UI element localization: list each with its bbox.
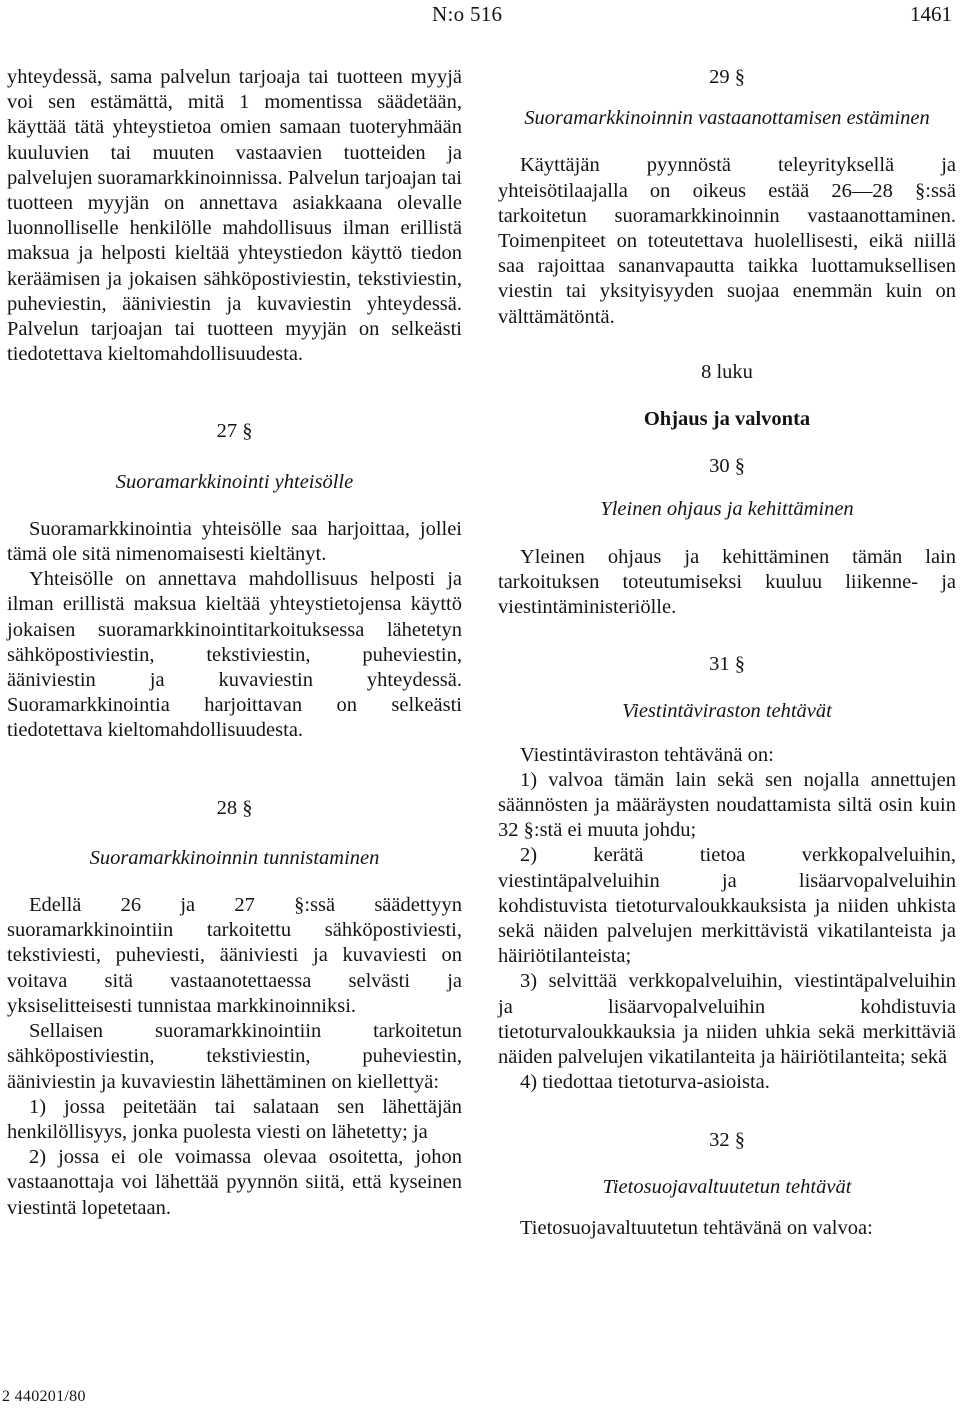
section-32-paragraph-1: Tietosuojavaltuutetun tehtävänä on valvoa: — [520, 1216, 873, 1239]
continued-paragraph: yhteydessä, sama palvelun tarjoaja tai tuotteen myyjä voi sen estämättä, mitä 1 momentissa säädetään, käyttää tätä yhteystietoa omien samaan tuoteryhmään kuuluvien tai muuten vastaavien tuotteiden ja palvelujen suoramarkkinoinnissa. Palvelun tarjoajan tai tuotteen myyjän on annettava asiakkaana olevalle luonnolliselle henkilölle mahdollisuus ilman erillistä maksua ja helposti kieltää yhteystiedon käyttö tiedon keräämisen ja jokaisen sähköpostiviestin, tekstiviestin, puheviestin, ääniviestin ja kuvaviestin yhteydessä. Palvelun tarjoajan tai tuotteen myyjän on selkeästi tiedotettava kieltomahdollisuudesta. — [7, 66, 462, 366]
section-29-heading: Suoramarkkinoinnin vastaanottamisen estäminen — [524, 107, 930, 130]
section-28-paragraph-1: Edellä 26 ja 27 §:ssä säädettyyn suoramarkkinointiin tarkoitettu sähköpostiviesti, tekstiviesti, puheviesti, ääniviesti ja kuvaviesti on voitava sitä vastaanotettaessa selvästi ja yksiselitteisesti tunnistaa markkinoinniksi. — [7, 894, 462, 1017]
section-27-number: 27 § — [216, 420, 253, 443]
print-reference: 2 440201/80 — [2, 1388, 86, 1405]
chapter-number: 8 luku — [701, 360, 753, 383]
section-31-item-4: 4) tiedottaa tietoturva-asioista. — [520, 1071, 770, 1094]
statute-number: N:o 516 — [432, 2, 503, 26]
section-32-number: 32 § — [709, 1128, 745, 1151]
section-31-number: 31 § — [709, 653, 745, 676]
section-31-paragraph-1: Viestintäviraston tehtävänä on: — [520, 743, 774, 766]
section-31-item-1: 1) valvoa tämän lain sekä sen nojalla annettujen säännösten ja määräysten noudattamista siltä osin kuin 32 §:stä ei muuta johdu; — [498, 768, 956, 842]
section-31-item-3: 3) selvittää verkkopalveluihin, viestintäpalveluihin ja lisäarvopalveluihin kohdistuvia tietoturvaloukkauksia ja niiden uhkia sekä merkittäviä näiden palvelujen vikatilanteita ja häiriötilanteita; sekä — [498, 970, 956, 1069]
page-number: 1461 — [910, 2, 952, 26]
section-28-number: 28 § — [216, 796, 253, 819]
section-30-paragraph-1: Yleinen ohjaus ja kehittäminen tämän lain tarkoituksen toteutumiseksi kuuluu liikenne- ja viestintäministeriölle. — [498, 545, 956, 619]
right-column — [498, 65, 956, 1241]
section-28-item-1: 1) jossa peitetään tai salataan sen lähettäjän henkilöllisyys, jonka puolesta viesti on lähetetty; ja — [7, 1095, 462, 1143]
section-27-paragraph-1: Suoramarkkinointia yhteisölle saa harjoittaa, jollei tämä ole sitä nimenomaisesti kieltänyt. — [7, 517, 462, 566]
section-30-heading: Yleinen ohjaus ja kehittäminen — [600, 498, 854, 521]
section-28-heading: Suoramarkkinoinnin tunnistaminen — [89, 846, 380, 869]
section-28-item-2: 2) jossa ei ole voimassa olevaa osoitetta, johon vastaanottaja voi lähettää pyynnön siitä, että kyseinen viestintä lopetetaan. — [7, 1146, 462, 1219]
left-column — [7, 65, 462, 1221]
section-29-paragraph-1: Käyttäjän pyynnöstä teleyrityksellä ja yhteisötilaajalla on oikeus estää 26—28 §:ssä tarkoitetun suoramarkkinoinnin vastaanottaminen. Toimenpiteet on toteutettava huolellisesti, eikä niillä saa rajoittaa sananvapautta taikka luottamuksellisen viestin tai yksityisyyden suojaa enemmän kuin on välttämätöntä. — [498, 154, 956, 328]
section-27-paragraph-2: Yhteisölle on annettava mahdollisuus helposti ja ilman erillistä maksua kieltää yhteystietojensa käyttö jokaisen suoramarkkinointitarkoituksessa lähetetyn sähköpostiviestin, tekstiviestin, puheviestin, ääniviestin ja kuvaviestin yhteydessä. Suoramarkkinointia harjoittavan on selkeästi tiedotettava kieltomahdollisuudesta. — [7, 568, 462, 742]
chapter-title: Ohjaus ja valvonta — [643, 408, 811, 431]
section-28-paragraph-2: Sellaisen suoramarkkinointiin tarkoitetun sähköpostiviestin, tekstiviestin, puheviestin, ääniviestin ja kuvaviestin lähettäminen on kiellettyä: — [7, 1020, 462, 1093]
section-29-number: 29 § — [709, 66, 745, 88]
section-31-heading: Viestintäviraston tehtävät — [622, 700, 832, 723]
section-30-number: 30 § — [709, 455, 745, 478]
section-27-heading: Suoramarkkinointi yhteisölle — [115, 470, 354, 493]
section-31-item-2: 2) kerätä tietoa verkkopalveluihin, viestintäpalveluihin ja lisäarvopalveluihin kohdistuvista tietoturvaloukkauksista ja niiden uhkista sekä näiden palvelujen merkittävistä vikatilanteista ja häiriötilanteista; — [498, 844, 956, 968]
page-header — [0, 0, 960, 36]
section-32-heading: Tietosuojavaltuutetun tehtävät — [602, 1175, 852, 1198]
